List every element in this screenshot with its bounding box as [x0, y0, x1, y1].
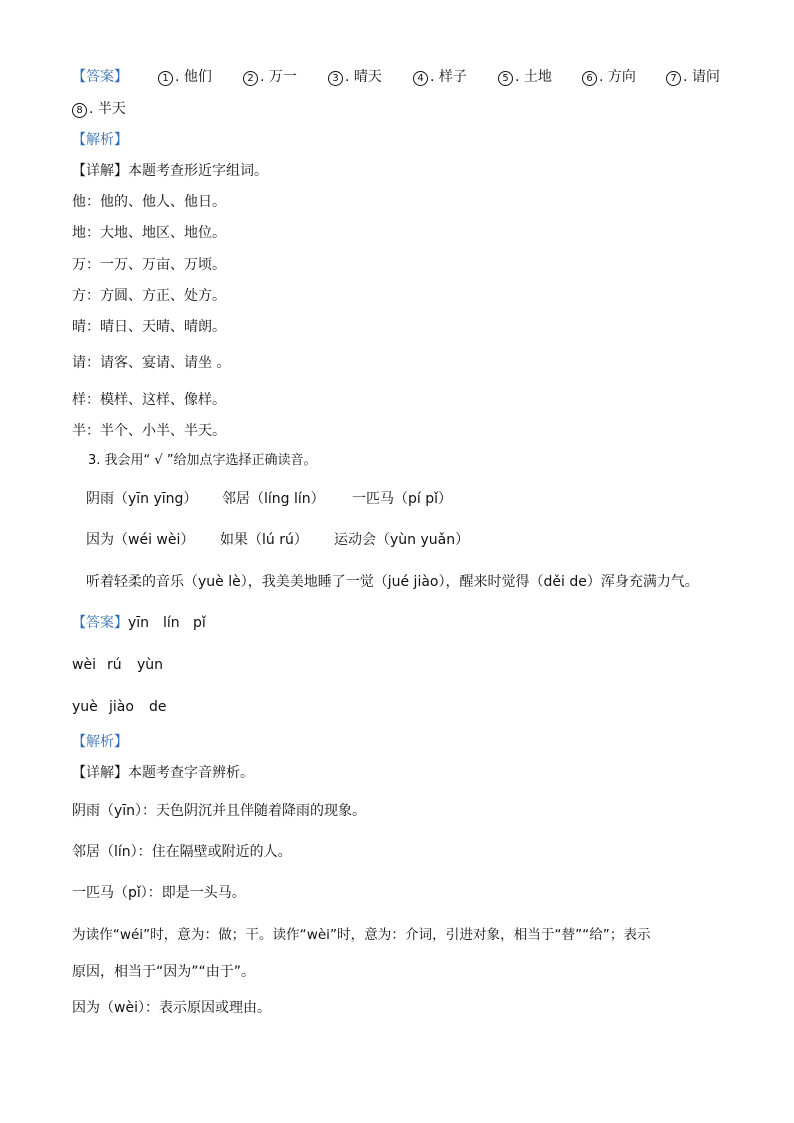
explanation-line: 一匹马（pǐ）：即是一头马。 [72, 885, 246, 901]
answer-tag-1: 【答案】 [72, 69, 128, 85]
option-text: . 万一 [260, 69, 297, 85]
word-group-line: 请：请客、宴请、请坐 。 [72, 355, 231, 371]
word-group-line: 方：方圆、方正、处方。 [72, 288, 226, 304]
word-group-line: 晴：晴日、天晴、晴朗。 [72, 319, 226, 335]
option-text: . 他们 [175, 69, 212, 85]
answer-pinyin: wèi [72, 657, 96, 673]
option-number: 6 [582, 71, 597, 86]
option-6 [582, 68, 636, 86]
answer-pinyin: yuè [72, 699, 98, 715]
explanation-line: 为读作“wéi”时，意为：做；干。读作“wèi”时，意为：介词，引进对象，相当于“替”“给”；表示 [72, 927, 651, 943]
pinyin-choice: 邻居（líng lín） [222, 491, 325, 507]
analysis-tag-1: 【解析】 [72, 132, 128, 148]
answer-pinyin: lín [163, 615, 180, 631]
option-text: . 请问 [683, 69, 720, 85]
explanation-line: 邻居（lín）：住在隔壁或附近的人。 [72, 844, 292, 860]
pinyin-choice: 一匹马（pí pǐ） [352, 491, 453, 507]
question-3-sentence: 听着轻柔的音乐（yuè lè），我美美地睡了一觉（jué jiào），醒来时觉得（děi de）浑身充满力气。 [86, 574, 699, 590]
answer-pinyin: yùn [137, 657, 164, 673]
option-7 [666, 68, 720, 86]
option-text: . 晴天 [345, 69, 382, 85]
word-group-line: 样：模样、这样、像样。 [72, 392, 226, 408]
answer-pinyin: yīn [128, 615, 150, 631]
option-1 [158, 68, 212, 86]
option-8 [72, 100, 126, 118]
option-3 [328, 68, 382, 86]
word-group-line: 半：半个、小半、半天。 [72, 423, 226, 439]
answer-pinyin: rú [107, 657, 122, 673]
option-5 [498, 68, 552, 86]
option-4 [413, 68, 467, 86]
question-3-title: 3. 我会用“ √ ”给加点字选择正确读音。 [88, 453, 317, 468]
explanation-line: 原因，相当于“因为”“由于”。 [72, 964, 256, 980]
word-group-line: 他：他的、他人、他日。 [72, 194, 226, 210]
option-2 [243, 68, 297, 86]
detail-heading-2: 【详解】本题考查字音辨析。 [72, 765, 254, 781]
detail-heading-1: 【详解】本题考查形近字组词。 [72, 163, 268, 179]
pinyin-choice: 如果（lú rú） [220, 532, 308, 548]
option-number: 7 [666, 71, 681, 86]
option-number: 2 [243, 71, 258, 86]
option-text: . 土地 [515, 69, 552, 85]
option-number: 8 [72, 103, 87, 118]
option-number: 4 [413, 71, 428, 86]
option-number: 5 [498, 71, 513, 86]
pinyin-choice: 运动会（yùn yuǎn） [334, 532, 470, 548]
pinyin-choice: 因为（wéi wèi） [86, 532, 195, 548]
option-text: . 半天 [89, 101, 126, 117]
option-text: . 方向 [599, 69, 636, 85]
word-group-line: 万：一万、万亩、万顷。 [72, 257, 226, 273]
explanation-line: 阴雨（yīn）：天色阴沉并且伴随着降雨的现象。 [72, 803, 367, 819]
answer-pinyin: jiào [109, 699, 134, 715]
option-number: 3 [328, 71, 343, 86]
answer-pinyin: de [149, 699, 167, 715]
option-text: . 样子 [430, 69, 467, 85]
answer-tag-2: 【答案】 [72, 615, 128, 631]
answer-pinyin: pǐ [193, 615, 206, 631]
word-group-line: 地：大地、地区、地位。 [72, 225, 226, 241]
analysis-tag-2: 【解析】 [72, 734, 128, 750]
pinyin-choice: 阴雨（yīn yīng） [86, 491, 198, 507]
option-number: 1 [158, 71, 173, 86]
explanation-line: 因为（wèi）：表示原因或理由。 [72, 1000, 271, 1016]
